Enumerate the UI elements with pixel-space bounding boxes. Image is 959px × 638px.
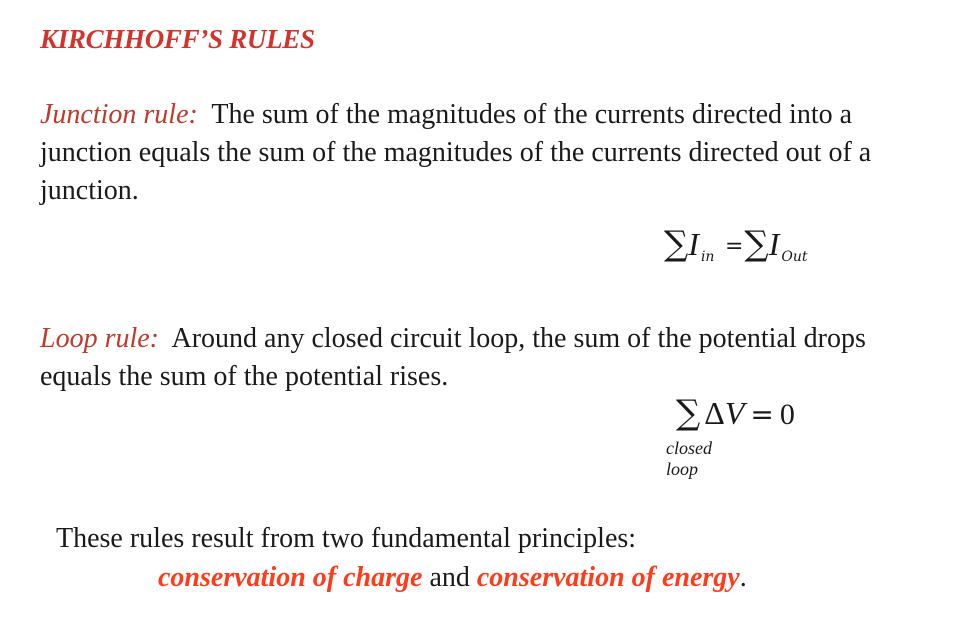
sum-symbol: ∑ [744,224,769,264]
equals-sign: = [724,234,744,259]
loop-rule [40,320,940,396]
sum-symbol: ∑ [664,224,689,264]
junction-rule [40,96,940,210]
subscript-in: in [700,249,715,265]
summary-intro: These rules result from two fundamental principles: [56,523,637,554]
page-title: KIRCHHOFF’S RULES [40,24,315,54]
current-variable: I [688,226,699,262]
subscript-out: Out [781,249,808,265]
junction-equation [664,224,807,264]
sum-subscript-loop: loop [666,459,699,479]
principle-charge: conservation of charge [158,562,423,593]
equals-sign: = [750,398,774,431]
principles-line [158,559,747,597]
principle-energy: conservation of energy [476,562,740,593]
principles-connector: and [429,562,470,593]
delta-symbol: Δ [704,395,725,431]
sum-symbol: ∑ [676,393,701,433]
principles-end: . [739,562,747,593]
loop-rule-text: Around any closed circuit loop, the sum of the potential drops equals the sum of the potential rises. [40,323,866,392]
current-variable: I [768,226,780,262]
loop-equation [676,393,795,433]
voltage-variable: V [724,395,745,431]
zero-value: 0 [779,398,795,431]
junction-rule-text: The sum of the magnitudes of the currents directed into a junction equals the sum of the magnitudes of the currents directed out of a junction. [40,99,872,206]
loop-rule-label: Loop rule: [40,323,159,354]
sum-subscript-closed: closed [666,438,712,458]
junction-rule-label: Junction rule: [40,99,198,130]
